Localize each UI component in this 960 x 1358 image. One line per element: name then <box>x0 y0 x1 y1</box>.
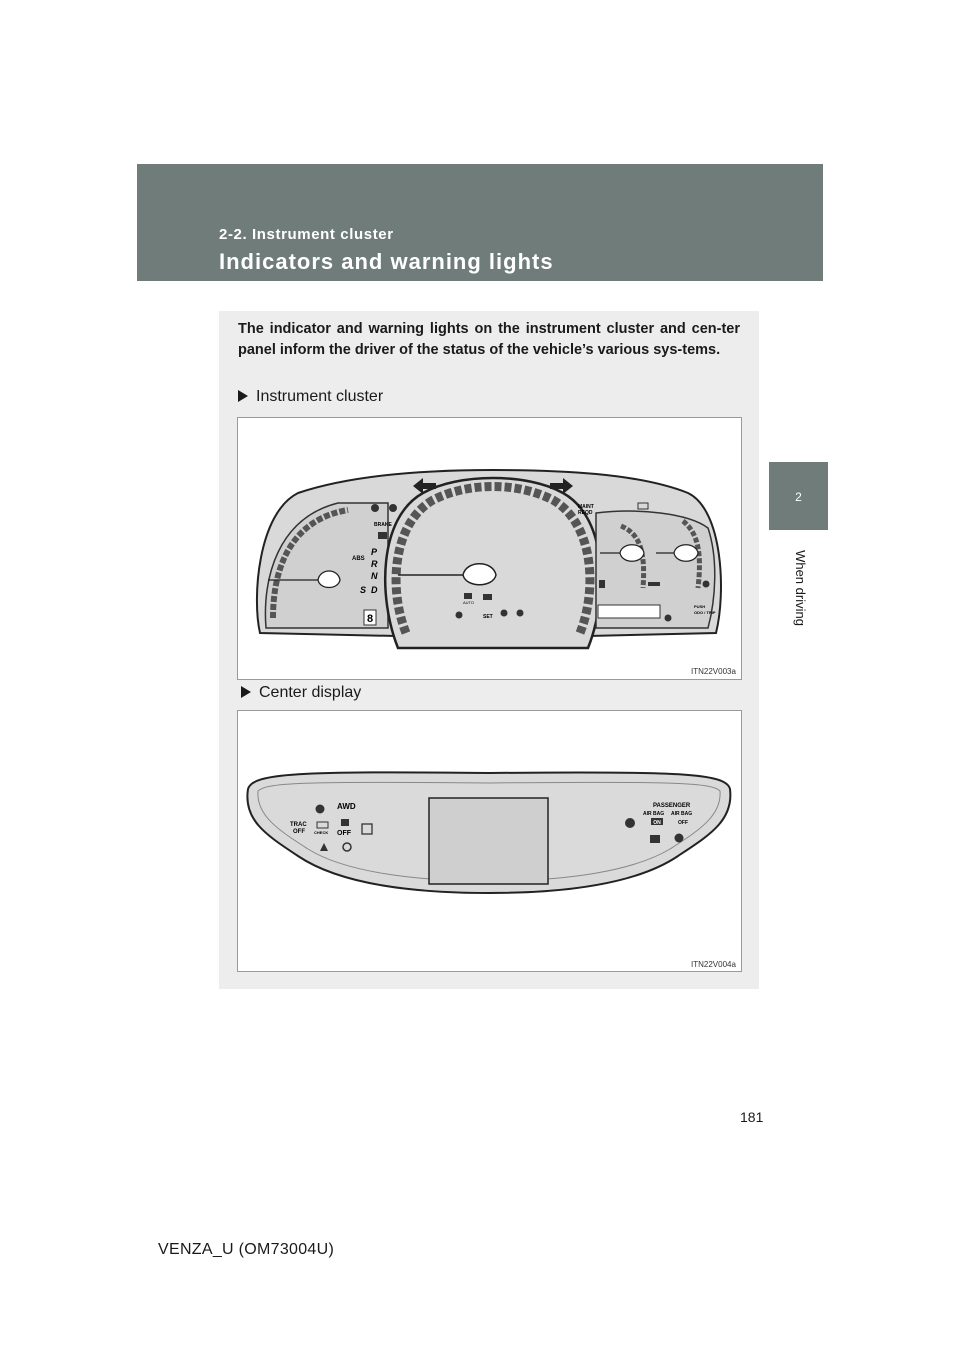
gear-p: P <box>371 547 378 557</box>
slip-off-icon <box>341 819 349 826</box>
bullet-arrow-icon <box>238 390 248 402</box>
page-number: 181 <box>740 1109 764 1125</box>
manual-code: VENZA_U (OM73004U) <box>158 1241 335 1258</box>
push-label: PUSH <box>694 604 706 609</box>
section-label: 2-2. Instrument cluster <box>219 226 394 243</box>
instrument-cluster-drawing <box>238 418 741 679</box>
seatbelt-icon <box>625 818 635 828</box>
seatbelt-icon <box>371 504 379 512</box>
bullet-label: Center display <box>259 684 362 701</box>
airbag-icon <box>389 504 397 512</box>
bullet-arrow-icon <box>241 686 251 698</box>
abs-label: ABS <box>352 556 365 562</box>
off-label: OFF <box>678 820 688 826</box>
bullet-center-display <box>241 684 361 702</box>
brake-label: BRAKE <box>374 522 392 528</box>
fog-light-icon <box>483 594 492 600</box>
maint-label: MAINT <box>578 504 594 510</box>
center-display-figure <box>237 710 742 972</box>
shift-digit: 8 <box>366 613 374 625</box>
oil-pressure-icon <box>648 582 660 586</box>
gear-d: D <box>371 585 378 595</box>
key-icon <box>665 615 672 622</box>
gear-r: R <box>371 559 378 569</box>
chapter-tab[interactable] <box>769 462 828 530</box>
cruise-icon <box>464 593 472 599</box>
passenger-seatbelt-icon <box>675 834 684 843</box>
cruise-main-icon <box>456 612 463 619</box>
air-bag-on-label: AIR BAG <box>643 811 665 817</box>
page-title: Indicators and warning lights <box>219 249 554 274</box>
light-on-icon <box>517 610 524 617</box>
bullet-instrument-cluster <box>238 388 383 406</box>
odo-trip-label: ODO / TRIP <box>694 610 716 615</box>
trac-off-label: OFF <box>293 829 305 835</box>
on-label: ON <box>653 820 661 826</box>
vsc-off-label: OFF <box>337 830 351 837</box>
reqd-label: REQD <box>578 510 593 516</box>
trac-label: TRAC <box>290 822 307 828</box>
headlight-icon <box>703 581 710 588</box>
gear-s: S <box>360 585 367 595</box>
headlight-high-icon <box>501 610 508 617</box>
set-label: SET <box>483 614 493 620</box>
passenger-label: PASSENGER <box>653 803 691 809</box>
speedometer-bezel <box>385 478 601 648</box>
slip-icon <box>378 532 387 539</box>
check-label: CHECK <box>314 830 329 835</box>
chapter-number: 2 <box>795 490 802 504</box>
gear-n: N <box>371 571 378 581</box>
master-warning-icon <box>316 805 325 814</box>
chapter-label: When driving <box>793 550 808 626</box>
awd-label: AWD <box>337 802 356 811</box>
fuel-icon <box>599 580 605 588</box>
figure-code: ITN22V003a <box>691 667 736 676</box>
instrument-cluster-figure <box>237 417 742 680</box>
bullet-label: Instrument cluster <box>256 388 384 405</box>
figure-code: ITN22V004a <box>691 960 736 969</box>
center-screen <box>429 798 548 884</box>
air-bag-off-label: AIR BAG <box>671 811 693 817</box>
odometer-window <box>598 605 660 618</box>
intro-paragraph: The indicator and warning lights on the instrument cluster and cen-ter panel inform the driver of the status of the vehicle’s various sys-tems. <box>238 321 740 358</box>
auto-label: AUTO <box>463 600 475 605</box>
security-icon <box>650 835 660 843</box>
center-display-drawing <box>238 711 741 971</box>
